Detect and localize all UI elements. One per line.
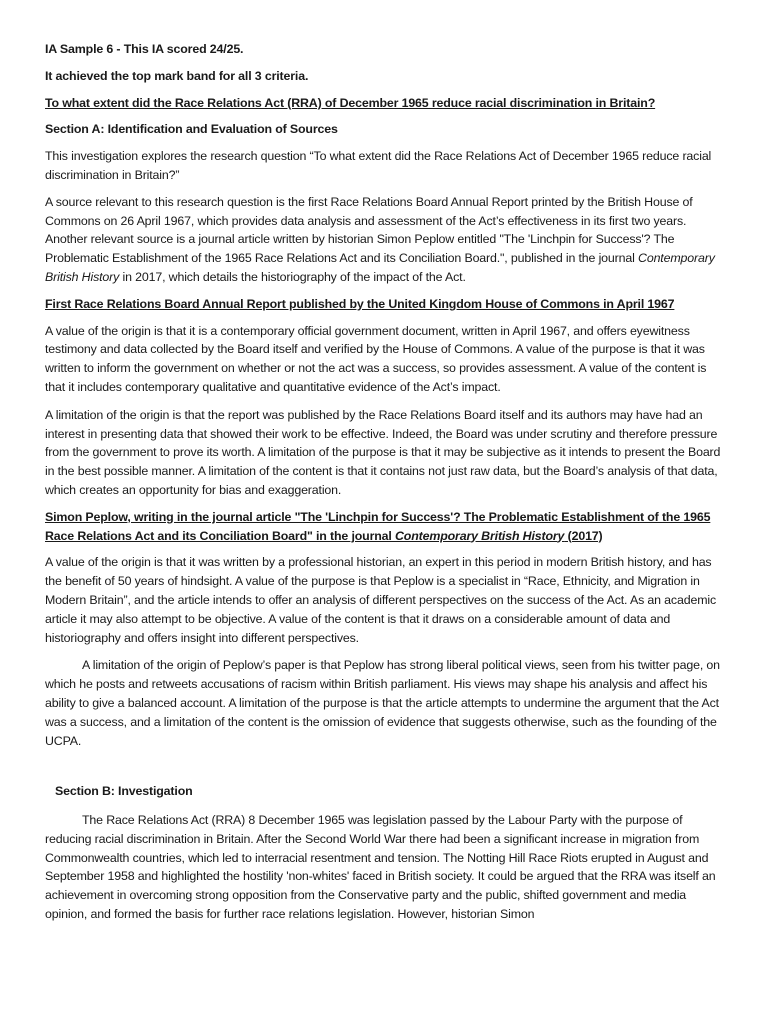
source2-heading-after: (2017) — [564, 528, 603, 543]
sources-text-after: in 2017, which details the historiography of the impact of the Act. — [119, 269, 466, 284]
source1-heading: First Race Relations Board Annual Report published by the United Kingdom House of Commons in April 1967 — [45, 296, 675, 311]
source2-value-paragraph: A value of the origin is that it was written by a professional historian, an expert in this period in modern British history, and has the benefit of 50 years of hindsight. A value of the purpose is that Peplow is a specialist in “Race, Ethnicity, and Migration in Modern Britain”, and the article intends to offer an analysis of different perspectives on the success of the Act. As an academic article it may also attempt to be objective. A value of the content is that it draws on a considerable amount of data and historiography and offers insight into different perspectives. — [45, 555, 717, 645]
sample-title: IA Sample 6 - This IA scored 24/25. — [45, 42, 244, 56]
source2-heading — [45, 508, 725, 546]
section-a-intro: This investigation explores the research question “To what extent did the Race Relations Act of December 1965 reduce racial discrimination in Britain?” — [45, 149, 712, 182]
sources-text-before: A source relevant to this research question is the first Race Relations Board Annual Report printed by the British House of Commons on 26 April 1967, which provides data analysis and assessment of the Act’s effectiveness in its first two years. Another relevant source is a journal article written by historian Simon Peplow entitled "The 'Linchpin for Success'? The Problematic Establishment of the 1965 Race Relations Act and its Conciliation Board.", published in the journal — [45, 194, 693, 266]
sources-paragraph — [45, 193, 725, 287]
research-question-heading: To what extent did the Race Relations Act (RRA) of December 1965 reduce racial discrimination in Britain? — [45, 95, 656, 110]
source1-value-paragraph: A value of the origin is that it is a contemporary official government document, written in April 1967, and offers eyewitness testimony and data collected by the Board itself and verified by the House of Commons. A value of the purpose is that it was written to inform the government on whether or not the act was a success, so provides assessment. A value of the content is that it includes contemporary qualitative and quantitative evidence of the Act’s impact. — [45, 323, 707, 394]
source1-limitation-paragraph: A limitation of the origin is that the report was published by the Race Relations Board itself and its authors may have had an interest in presenting data that showed their work to be effective. Indeed, the Board was under scrutiny and therefore pressure from the government to prove its worth. A limitation of the purpose is that it may be subjective as it intends to present the Board in the best possible manner. A limitation of the content is that it contains not just raw data, but the Board’s analysis of that data, which creates an opportunity for bias and exaggeration. — [45, 407, 721, 497]
journal-title: Contemporary British History — [45, 251, 715, 284]
source2-heading-journal: Contemporary British History — [395, 528, 565, 543]
section-b-paragraph: The Race Relations Act (RRA) 8 December 1965 was legislation passed by the Labour Party with the purpose of reducing racial discrimination in Britain. After the Second World War there had been a significant increase in migration from Commonwealth countries, which led to interracial resentment and tension. The Notting Hill Race Riots erupted in August and September 1958 and highlighted the hostility 'non-whites' faced in British society. It could be argued that the RRA was itself an achievement in overcoming strong opposition from the Conservative party and the public, shifted government and media opinion, and formed the basis for further race relations legislation. However, historian Simon — [45, 813, 716, 922]
source2-limitation-paragraph: A limitation of the origin of Peplow’s paper is that Peplow has strong liberal political views, seen from his twitter page, on which he posts and retweets accusations of racism within British parliament. His views may shape his analysis and affect his ability to give a balanced account. A limitation of the purpose is that the article attempts to undermine the argument that the Act was a success, and a limitation of the content is the omission of evidence that suggests otherwise, such as the founding of the UCPA. — [45, 658, 720, 748]
section-b-title: Section B: Investigation — [55, 784, 193, 799]
section-a-title: Section A: Identification and Evaluation of Sources — [45, 122, 338, 137]
top-band-note: It achieved the top mark band for all 3 criteria. — [45, 68, 309, 83]
document-page — [45, 40, 725, 932]
source2-heading-before: Simon Peplow, writing in the journal article "The 'Linchpin for Success'? The Problematic Establishment of the 1965 Race Relations Act and its Conciliation Board" in the journal — [45, 509, 711, 543]
